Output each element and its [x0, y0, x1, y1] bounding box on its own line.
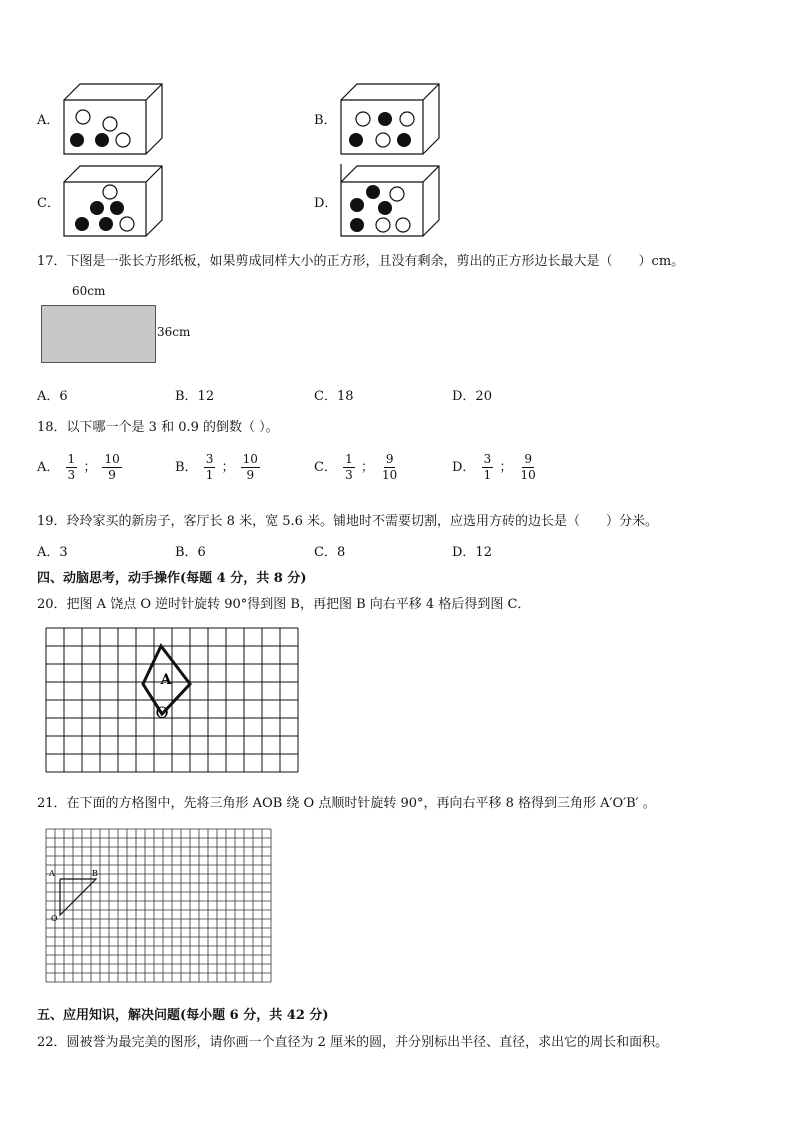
fraction: [204, 452, 216, 483]
hollow-circle: [103, 117, 117, 131]
filled-circle: [350, 198, 364, 212]
filled-circle: [70, 133, 84, 147]
hollow-circle: [116, 133, 130, 147]
hollow-circle: [390, 187, 404, 201]
numerator: 9: [385, 452, 394, 466]
separator: ；: [499, 460, 513, 475]
hollow-circle: [76, 110, 90, 124]
denominator: 3: [345, 468, 353, 482]
q18-option-c: [314, 452, 401, 483]
fraction: [343, 452, 355, 483]
q16-box-b-figure: [337, 82, 441, 158]
filled-circle: [95, 133, 109, 147]
numerator: 1: [345, 452, 353, 466]
shape-a-label: A: [160, 672, 172, 688]
q17-option-a: A．6: [37, 389, 68, 404]
q17-option-b: B．12: [175, 389, 215, 404]
filled-circle: [349, 133, 363, 147]
q17-option-d: D．20: [452, 389, 492, 404]
q17-height-label: 36cm: [157, 325, 191, 339]
q16-box-d-figure: [337, 164, 441, 240]
fraction: [66, 452, 78, 483]
label-a: A: [49, 869, 55, 878]
filled-circle: [99, 217, 113, 231]
separator: ；: [221, 460, 235, 475]
section-5-title: 五、应用知识，解决问题(每小题 6 分，共 42 分): [37, 1008, 329, 1023]
q19-question: 19．玲玲家买的新房子，客厅长 8 米，宽 5.6 米。铺地时不需要切割，应选用方砖的边长是（ ）分米。: [37, 514, 659, 529]
fraction: [482, 452, 494, 483]
hollow-circle: [376, 218, 390, 232]
q22-question: 22．圆被誉为最完美的图形，请你画一个直径为 2 厘米的圆，并分别标出半径、直径，求出它的周长和面积。: [37, 1035, 669, 1050]
q20-question: 20．把图 A 饶点 O 逆时针旋转 90°得到图 B，再把图 B 向右平移 4 格后得到图 C．: [37, 597, 531, 612]
q18-option-d: [452, 452, 540, 483]
filled-circle: [350, 218, 364, 232]
q19-option-a: A．3: [37, 545, 68, 560]
q20-grid-figure: [44, 626, 302, 776]
q19-option-c: C．8: [314, 545, 346, 560]
separator: ；: [360, 460, 374, 475]
filled-circle: [75, 217, 89, 231]
hollow-circle: [376, 133, 390, 147]
hollow-circle: [356, 112, 370, 126]
numerator: 3: [205, 452, 214, 466]
filled-circle: [397, 133, 411, 147]
q19-option-d: D．12: [452, 545, 492, 560]
denominator: 9: [246, 468, 255, 482]
q18-option-letter: A．: [37, 460, 60, 475]
hollow-circle: [400, 112, 414, 126]
point-o-label: O: [155, 703, 169, 722]
fraction: [519, 452, 538, 483]
separator: ；: [83, 460, 97, 475]
fraction: [241, 452, 260, 483]
label-o: O: [51, 914, 58, 923]
hollow-circle: [396, 218, 410, 232]
denominator: 1: [205, 468, 214, 482]
denominator: 9: [108, 468, 116, 482]
q18-question: 18．以下哪一个是 3 和 0.9 的倒数（ ）。: [37, 420, 279, 435]
numerator: 1: [67, 452, 76, 466]
q16-option-b-label: B．: [314, 113, 337, 128]
denominator: 10: [382, 468, 398, 482]
q17-option-c: C．18: [314, 389, 354, 404]
q16-box-a-figure: [60, 82, 164, 158]
section-4-title: 四、动脑思考，动手操作(每题 4 分，共 8 分): [37, 571, 307, 586]
q16-option-d-label: D．: [314, 196, 338, 211]
fraction: [102, 452, 121, 483]
q17-question: 17．下图是一张长方形纸板，如果剪成同样大小的正方形，且没有剩余，剪出的正方形边长最大是（ ）cm。: [37, 254, 685, 269]
q17-width-label: 60cm: [72, 284, 106, 298]
numerator: 10: [242, 452, 258, 466]
hollow-circle: [120, 217, 134, 231]
q18-option-letter: C．: [314, 460, 337, 475]
q18-option-a: [37, 452, 124, 483]
hollow-circle: [103, 185, 117, 199]
q16-option-a-label: A．: [37, 113, 60, 128]
q21-question: 21．在下面的方格图中，先将三角形 AOB 绕 O 点顺时针旋转 90°，再向右平移 8 格得到三角形 A′O′B′ 。: [37, 796, 656, 811]
q18-option-letter: D．: [452, 460, 476, 475]
filled-circle: [378, 112, 392, 126]
q18-option-b: [175, 452, 262, 483]
denominator: 3: [67, 468, 76, 482]
q16-option-c-label: C．: [37, 196, 60, 211]
numerator: 10: [104, 452, 120, 466]
q18-option-letter: B．: [175, 460, 198, 475]
filled-circle: [90, 201, 104, 215]
q19-option-b: B．6: [175, 545, 206, 560]
denominator: 1: [483, 468, 492, 482]
filled-circle: [110, 201, 124, 215]
filled-circle: [378, 201, 392, 215]
q21-grid-figure: [44, 827, 272, 985]
denominator: 10: [520, 468, 536, 482]
q17-rectangle: [41, 305, 156, 363]
fraction: [380, 452, 399, 483]
numerator: 9: [524, 452, 532, 466]
q16-box-c-figure: [60, 164, 164, 240]
filled-circle: [366, 185, 380, 199]
numerator: 3: [483, 452, 492, 466]
label-b: B: [92, 869, 98, 878]
